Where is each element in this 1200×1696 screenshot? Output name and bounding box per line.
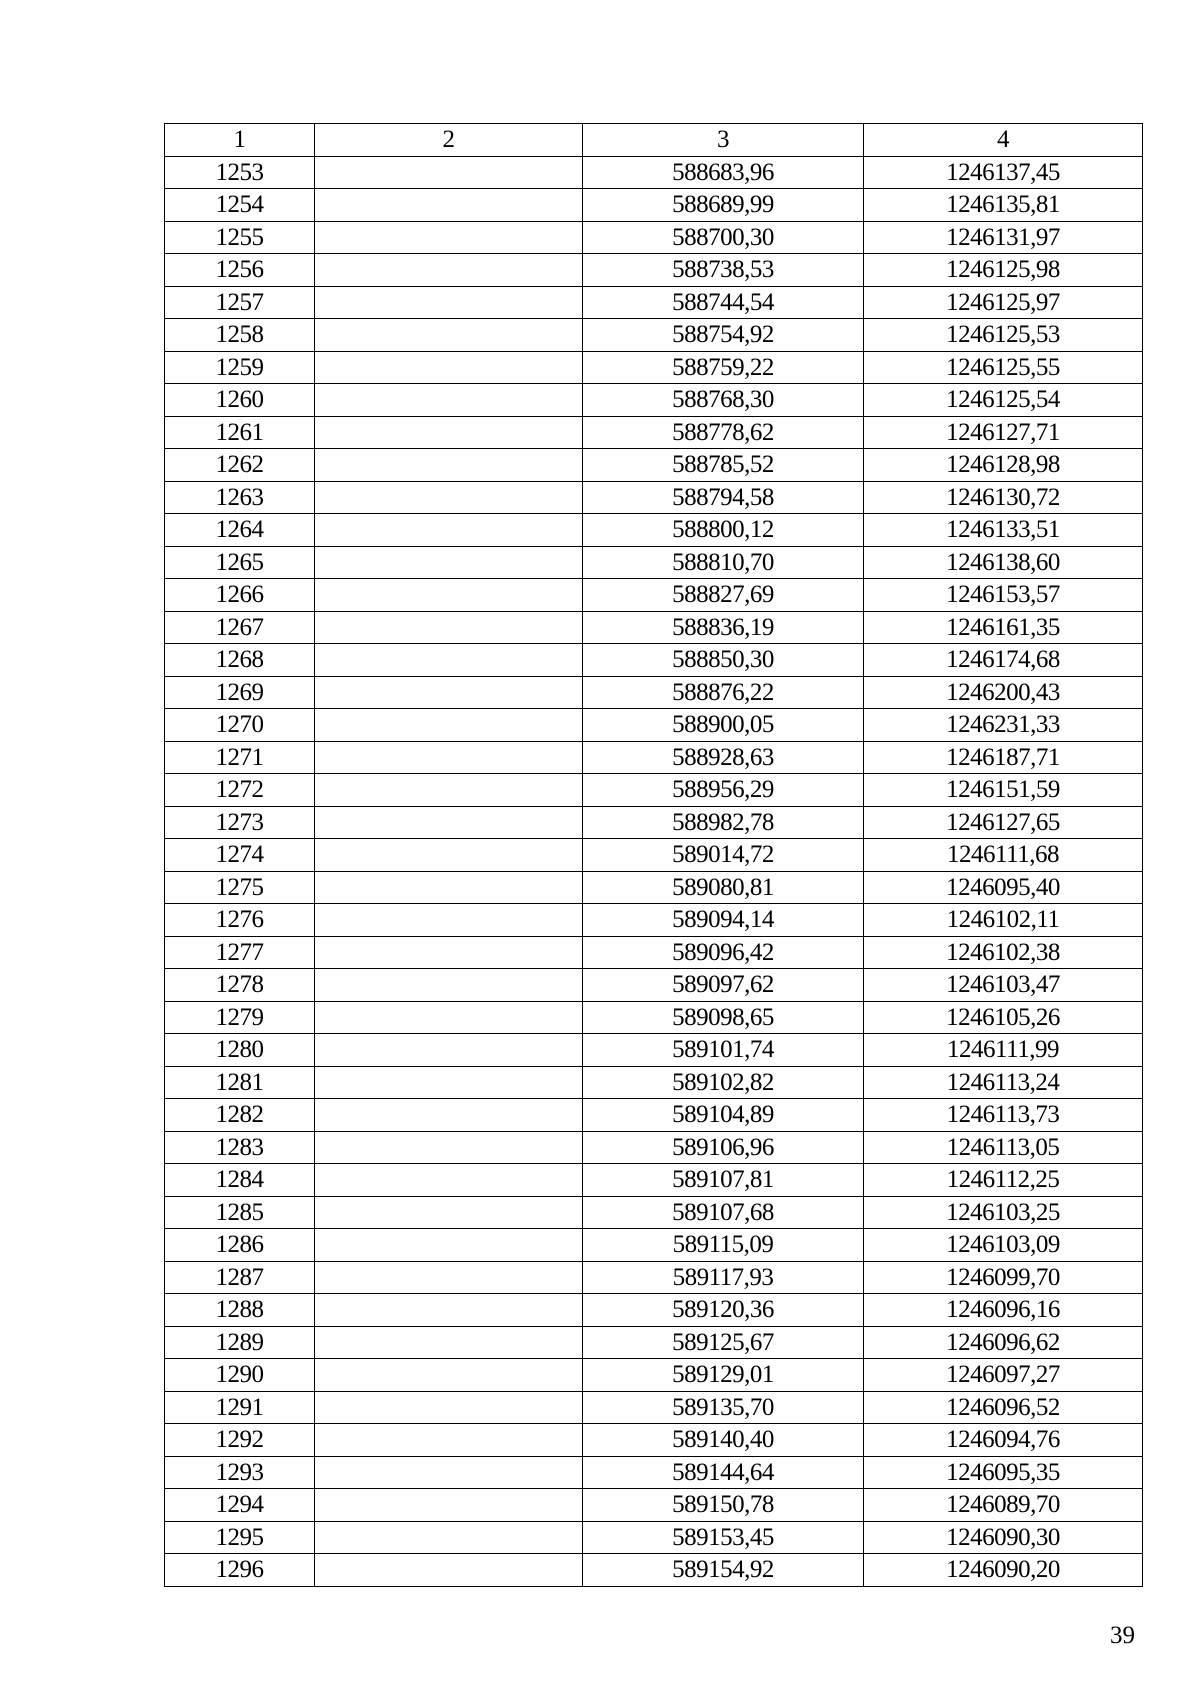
point-number-cell: 1270 [165,709,315,742]
x-coordinate-cell: 589135,70 [583,1391,864,1424]
table-row [165,904,1143,937]
x-coordinate-cell: 589129,01 [583,1359,864,1392]
point-number-cell: 1291 [165,1391,315,1424]
column-2-cell [315,546,583,579]
y-coordinate-cell: 1246174,68 [864,644,1143,677]
point-number-cell: 1292 [165,1424,315,1457]
point-number-cell: 1296 [165,1554,315,1587]
point-number-cell: 1279 [165,1001,315,1034]
column-2-cell [315,286,583,319]
column-2-cell [315,514,583,547]
point-number-cell: 1253 [165,156,315,189]
x-coordinate-cell: 588794,58 [583,481,864,514]
x-coordinate-cell: 589140,40 [583,1424,864,1457]
column-2-cell [315,189,583,222]
table-row [165,481,1143,514]
column-2-cell [315,1034,583,1067]
y-coordinate-cell: 1246113,05 [864,1131,1143,1164]
x-coordinate-cell: 589014,72 [583,839,864,872]
column-2-cell [315,481,583,514]
column-2-cell [315,774,583,807]
column-2-cell [315,449,583,482]
table-row [165,416,1143,449]
table-row [165,156,1143,189]
point-number-cell: 1286 [165,1229,315,1262]
x-coordinate-cell: 589125,67 [583,1326,864,1359]
column-2-cell [315,384,583,417]
column-2-cell [315,969,583,1002]
point-number-cell: 1293 [165,1456,315,1489]
table-row [165,384,1143,417]
column-2-cell [315,871,583,904]
x-coordinate-cell: 588785,52 [583,449,864,482]
table-row [165,449,1143,482]
table-row [165,871,1143,904]
y-coordinate-cell: 1246095,35 [864,1456,1143,1489]
column-2-cell [315,1261,583,1294]
column-2-cell [315,936,583,969]
y-coordinate-cell: 1246095,40 [864,871,1143,904]
x-coordinate-cell: 589115,09 [583,1229,864,1262]
point-number-cell: 1267 [165,611,315,644]
y-coordinate-cell: 1246128,98 [864,449,1143,482]
table-row [165,1099,1143,1132]
x-coordinate-cell: 588956,29 [583,774,864,807]
column-2-cell [315,1424,583,1457]
column-header-1: 1 [165,124,315,157]
table-row [165,546,1143,579]
column-2-cell [315,741,583,774]
point-number-cell: 1277 [165,936,315,969]
y-coordinate-cell: 1246133,51 [864,514,1143,547]
column-2-cell [315,1456,583,1489]
column-header-2: 2 [315,124,583,157]
y-coordinate-cell: 1246090,30 [864,1521,1143,1554]
y-coordinate-cell: 1246127,65 [864,806,1143,839]
point-number-cell: 1276 [165,904,315,937]
column-2-cell [315,1066,583,1099]
column-2-cell [315,1554,583,1587]
x-coordinate-cell: 588700,30 [583,221,864,254]
y-coordinate-cell: 1246103,09 [864,1229,1143,1262]
x-coordinate-cell: 588876,22 [583,676,864,709]
table-row [165,1229,1143,1262]
column-2-cell [315,351,583,384]
x-coordinate-cell: 588928,63 [583,741,864,774]
column-2-cell [315,806,583,839]
table-row [165,1489,1143,1522]
x-coordinate-cell: 589120,36 [583,1294,864,1327]
y-coordinate-cell: 1246137,45 [864,156,1143,189]
point-number-cell: 1261 [165,416,315,449]
y-coordinate-cell: 1246113,24 [864,1066,1143,1099]
table-row [165,611,1143,644]
column-2-cell [315,1196,583,1229]
table-row [165,806,1143,839]
table-header-row [165,124,1143,157]
point-number-cell: 1282 [165,1099,315,1132]
y-coordinate-cell: 1246111,99 [864,1034,1143,1067]
table-row [165,1359,1143,1392]
column-2-cell [315,839,583,872]
y-coordinate-cell: 1246090,20 [864,1554,1143,1587]
point-number-cell: 1272 [165,774,315,807]
point-number-cell: 1289 [165,1326,315,1359]
table-row [165,286,1143,319]
y-coordinate-cell: 1246112,25 [864,1164,1143,1197]
point-number-cell: 1266 [165,579,315,612]
x-coordinate-cell: 589144,64 [583,1456,864,1489]
column-2-cell [315,1359,583,1392]
point-number-cell: 1275 [165,871,315,904]
table-row [165,254,1143,287]
column-2-cell [315,1131,583,1164]
point-number-cell: 1260 [165,384,315,417]
point-number-cell: 1284 [165,1164,315,1197]
x-coordinate-cell: 588683,96 [583,156,864,189]
y-coordinate-cell: 1246102,38 [864,936,1143,969]
point-number-cell: 1281 [165,1066,315,1099]
table-row [165,1131,1143,1164]
x-coordinate-cell: 588800,12 [583,514,864,547]
table-row [165,1391,1143,1424]
x-coordinate-cell: 589107,68 [583,1196,864,1229]
column-2-cell [315,416,583,449]
y-coordinate-cell: 1246105,26 [864,1001,1143,1034]
x-coordinate-cell: 589101,74 [583,1034,864,1067]
x-coordinate-cell: 589153,45 [583,1521,864,1554]
y-coordinate-cell: 1246102,11 [864,904,1143,937]
table-row [165,1456,1143,1489]
point-number-cell: 1254 [165,189,315,222]
x-coordinate-cell: 589102,82 [583,1066,864,1099]
table-row [165,774,1143,807]
table-row [165,1521,1143,1554]
x-coordinate-cell: 588900,05 [583,709,864,742]
y-coordinate-cell: 1246096,62 [864,1326,1143,1359]
table-row [165,936,1143,969]
x-coordinate-cell: 588744,54 [583,286,864,319]
y-coordinate-cell: 1246138,60 [864,546,1143,579]
column-2-cell [315,1326,583,1359]
point-number-cell: 1283 [165,1131,315,1164]
table-row [165,1164,1143,1197]
y-coordinate-cell: 1246151,59 [864,774,1143,807]
column-2-cell [315,1099,583,1132]
x-coordinate-cell: 589097,62 [583,969,864,1002]
y-coordinate-cell: 1246127,71 [864,416,1143,449]
x-coordinate-cell: 589154,92 [583,1554,864,1587]
table-row [165,969,1143,1002]
table-row [165,579,1143,612]
table-row [165,644,1143,677]
point-number-cell: 1278 [165,969,315,1002]
table-row [165,676,1143,709]
column-2-cell [315,1489,583,1522]
x-coordinate-cell: 588759,22 [583,351,864,384]
point-number-cell: 1285 [165,1196,315,1229]
y-coordinate-cell: 1246113,73 [864,1099,1143,1132]
coordinates-table [164,123,1143,1587]
table-row [165,189,1143,222]
x-coordinate-cell: 588754,92 [583,319,864,352]
table-row [165,319,1143,352]
table-row [165,221,1143,254]
column-2-cell [315,709,583,742]
y-coordinate-cell: 1246131,97 [864,221,1143,254]
point-number-cell: 1269 [165,676,315,709]
point-number-cell: 1280 [165,1034,315,1067]
x-coordinate-cell: 588827,69 [583,579,864,612]
point-number-cell: 1259 [165,351,315,384]
y-coordinate-cell: 1246111,68 [864,839,1143,872]
x-coordinate-cell: 588778,62 [583,416,864,449]
point-number-cell: 1268 [165,644,315,677]
table-row [165,709,1143,742]
column-2-cell [315,1229,583,1262]
y-coordinate-cell: 1246187,71 [864,741,1143,774]
point-number-cell: 1273 [165,806,315,839]
y-coordinate-cell: 1246125,53 [864,319,1143,352]
table-row [165,1424,1143,1457]
table-row [165,1196,1143,1229]
point-number-cell: 1288 [165,1294,315,1327]
column-2-cell [315,1521,583,1554]
point-number-cell: 1287 [165,1261,315,1294]
x-coordinate-cell: 588836,19 [583,611,864,644]
column-2-cell [315,676,583,709]
column-2-cell [315,1164,583,1197]
x-coordinate-cell: 589117,93 [583,1261,864,1294]
y-coordinate-cell: 1246099,70 [864,1261,1143,1294]
table-row [165,839,1143,872]
y-coordinate-cell: 1246153,57 [864,579,1143,612]
y-coordinate-cell: 1246135,81 [864,189,1143,222]
page-number: 39 [1110,1622,1135,1649]
x-coordinate-cell: 588768,30 [583,384,864,417]
y-coordinate-cell: 1246097,27 [864,1359,1143,1392]
y-coordinate-cell: 1246130,72 [864,481,1143,514]
column-header-3: 3 [583,124,864,157]
y-coordinate-cell: 1246125,54 [864,384,1143,417]
point-number-cell: 1290 [165,1359,315,1392]
table-body [165,156,1143,1586]
point-number-cell: 1294 [165,1489,315,1522]
y-coordinate-cell: 1246096,52 [864,1391,1143,1424]
y-coordinate-cell: 1246096,16 [864,1294,1143,1327]
table-row [165,514,1143,547]
x-coordinate-cell: 588738,53 [583,254,864,287]
y-coordinate-cell: 1246200,43 [864,676,1143,709]
x-coordinate-cell: 588850,30 [583,644,864,677]
table-row [165,1326,1143,1359]
y-coordinate-cell: 1246103,25 [864,1196,1143,1229]
column-2-cell [315,1294,583,1327]
point-number-cell: 1256 [165,254,315,287]
column-2-cell [315,611,583,644]
point-number-cell: 1257 [165,286,315,319]
column-2-cell [315,156,583,189]
column-2-cell [315,1001,583,1034]
x-coordinate-cell: 589104,89 [583,1099,864,1132]
table-row [165,1034,1143,1067]
x-coordinate-cell: 589107,81 [583,1164,864,1197]
point-number-cell: 1262 [165,449,315,482]
x-coordinate-cell: 589098,65 [583,1001,864,1034]
x-coordinate-cell: 589096,42 [583,936,864,969]
point-number-cell: 1263 [165,481,315,514]
point-number-cell: 1258 [165,319,315,352]
column-2-cell [315,221,583,254]
point-number-cell: 1271 [165,741,315,774]
y-coordinate-cell: 1246125,55 [864,351,1143,384]
table-row [165,1294,1143,1327]
point-number-cell: 1295 [165,1521,315,1554]
table-row [165,1001,1143,1034]
y-coordinate-cell: 1246125,97 [864,286,1143,319]
table-row [165,741,1143,774]
point-number-cell: 1265 [165,546,315,579]
y-coordinate-cell: 1246094,76 [864,1424,1143,1457]
x-coordinate-cell: 588689,99 [583,189,864,222]
y-coordinate-cell: 1246125,98 [864,254,1143,287]
x-coordinate-cell: 589094,14 [583,904,864,937]
x-coordinate-cell: 588810,70 [583,546,864,579]
column-2-cell [315,254,583,287]
table-row [165,1261,1143,1294]
point-number-cell: 1264 [165,514,315,547]
y-coordinate-cell: 1246231,33 [864,709,1143,742]
x-coordinate-cell: 588982,78 [583,806,864,839]
y-coordinate-cell: 1246161,35 [864,611,1143,644]
y-coordinate-cell: 1246089,70 [864,1489,1143,1522]
point-number-cell: 1274 [165,839,315,872]
table-row [165,1066,1143,1099]
y-coordinate-cell: 1246103,47 [864,969,1143,1002]
x-coordinate-cell: 589080,81 [583,871,864,904]
x-coordinate-cell: 589106,96 [583,1131,864,1164]
column-header-4: 4 [864,124,1143,157]
column-2-cell [315,644,583,677]
column-2-cell [315,904,583,937]
x-coordinate-cell: 589150,78 [583,1489,864,1522]
column-2-cell [315,1391,583,1424]
column-2-cell [315,319,583,352]
table-row [165,1554,1143,1587]
column-2-cell [315,579,583,612]
point-number-cell: 1255 [165,221,315,254]
table-row [165,351,1143,384]
